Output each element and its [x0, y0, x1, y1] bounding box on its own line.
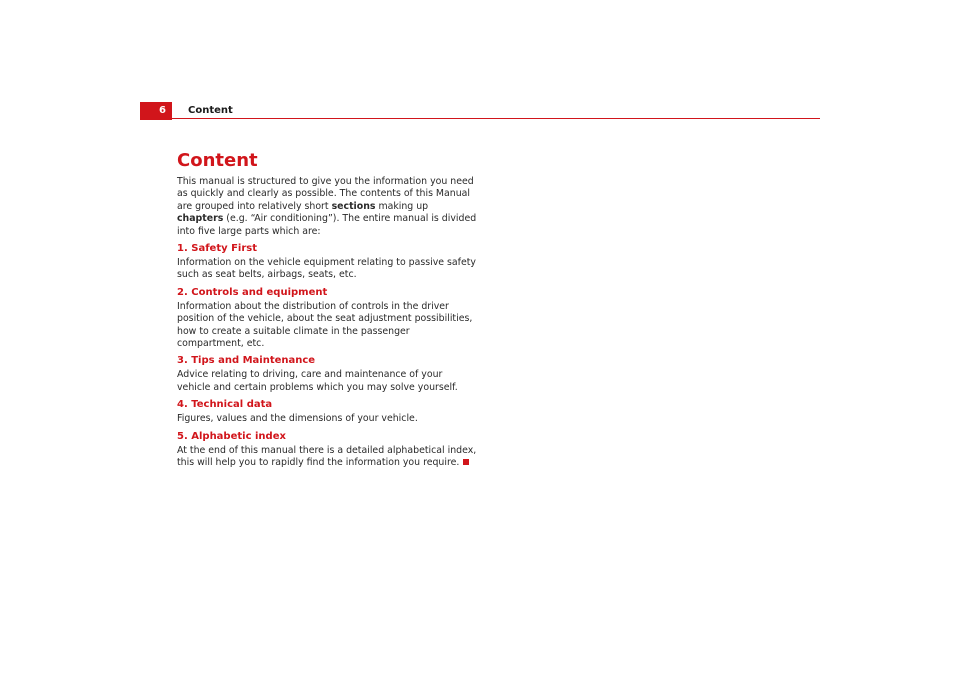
section-heading-controls: 2. Controls and equipment	[177, 286, 328, 298]
section-text-alphabetic-index-wrapper	[177, 445, 477, 470]
section-heading-alphabetic-index: 5. Alphabetic index	[177, 430, 286, 442]
section-text-safety-first: Information on the vehicle equipment relating to passive safety such as seat belts, airbags, seats, etc.	[177, 257, 476, 281]
main-content	[177, 151, 477, 470]
running-header-title: Content	[188, 105, 233, 116]
intro-text-part1: This manual is structured to give you the information you need as quickly and clearly as possible. The contents of this Manual are grouped into relatively short	[177, 176, 474, 212]
page-number-badge	[140, 102, 172, 120]
end-of-section-icon	[463, 459, 469, 465]
intro-text-part2: making up	[375, 200, 429, 212]
section-text-technical-data: Figures, values and the dimensions of your vehicle.	[177, 413, 418, 425]
header-divider	[172, 118, 820, 119]
section-text-controls: Information about the distribution of controls in the driver position of the vehicle, about the seat adjustment possibilities, how to create a suitable climate in the passenger compartment, etc.	[177, 300, 473, 350]
section-heading-technical-data: 4. Technical data	[177, 399, 273, 411]
intro-paragraph	[177, 176, 477, 238]
intro-text-part3: (e.g. “Air conditioning”). The entire manual is divided into five large parts which are:	[177, 213, 477, 237]
page-number: 6	[159, 105, 166, 116]
section-text-tips: Advice relating to driving, care and maintenance of your vehicle and certain problems which you may solve yourself.	[177, 369, 458, 393]
term-sections: sections	[331, 200, 376, 212]
section-text-alphabetic-index: At the end of this manual there is a detailed alphabetical index, this will help you to rapidly find the information you require.	[177, 444, 477, 469]
page-title: Content	[177, 150, 258, 171]
section-heading-safety-first: 1. Safety First	[177, 243, 258, 255]
section-heading-tips: 3. Tips and Maintenance	[177, 355, 316, 367]
term-chapters: chapters	[177, 213, 224, 225]
